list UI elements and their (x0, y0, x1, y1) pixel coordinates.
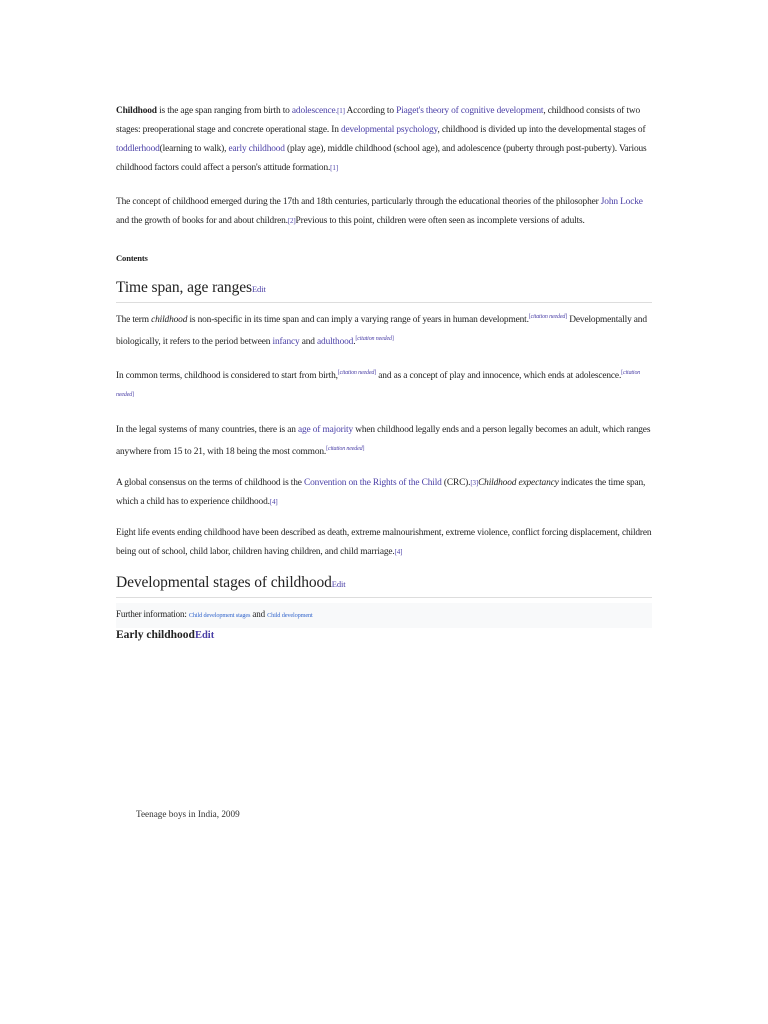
emphasis: childhood (151, 315, 188, 326)
para-text: is non-specific in its time span and can imply a varying range of years in human development. (187, 315, 529, 326)
para-text: when childhood legally ends and a person legally becomes an adult, which ranges anywhere from 15 to 21, with 18 being the most common. (116, 424, 651, 457)
para-text: and as a concept of play and innocence, which ends at adolescence. (376, 371, 622, 382)
emphasis: Childhood expectancy (478, 477, 559, 488)
time-span-paragraph-4 (116, 474, 652, 512)
para-text: In common terms, childhood is considered to start from birth, (116, 371, 338, 382)
para-text: (CRC). (441, 477, 471, 488)
link-child-development-stages[interactable]: Child development stages (188, 611, 251, 619)
hatnote (116, 603, 652, 628)
section-title: Time span, age ranges (116, 279, 252, 296)
section-title: Developmental stages of childhood (116, 573, 332, 591)
link-adulthood[interactable]: adulthood (317, 337, 354, 348)
concept-paragraph (116, 193, 652, 231)
edit-link[interactable]: Edit (331, 578, 346, 589)
link-piaget[interactable]: Piaget's theory of cognitive development (396, 106, 544, 116)
para-text: The term (116, 315, 152, 326)
edit-link[interactable]: Edit (251, 284, 266, 294)
link-infancy[interactable]: infancy (272, 337, 300, 348)
citation-needed[interactable]: [citation needed] (116, 370, 641, 399)
contents-label: Contents (116, 253, 148, 263)
para-text: and (299, 337, 318, 348)
citation-needed[interactable]: [citation needed] (326, 445, 365, 452)
link-john-locke[interactable]: John Locke (600, 197, 643, 207)
link-adolescence[interactable]: adolescence (291, 106, 336, 116)
time-span-paragraph-1 (116, 308, 652, 352)
time-span-paragraph-5 (116, 524, 652, 562)
subsection-title: Early childhood (116, 628, 195, 641)
subheading-early-childhood (116, 629, 652, 641)
ref-2[interactable]: [2] (287, 217, 296, 225)
para-text: Developmentally and biologically, it refers to the period between (116, 315, 647, 348)
citation-needed[interactable]: [citation needed] (355, 336, 394, 343)
edit-link[interactable]: Edit (194, 629, 215, 641)
time-span-paragraph-2 (116, 364, 652, 408)
link-child-development[interactable]: Child development (267, 611, 313, 619)
link-crc[interactable]: Convention on the Rights of the Child (304, 477, 442, 488)
intro-text: (learning to walk), (159, 144, 229, 154)
concept-text: Previous to this point, children were often seen as incomplete versions of adults. (295, 216, 585, 226)
intro-term: Childhood (116, 106, 157, 116)
link-early-childhood[interactable]: early childhood (228, 144, 285, 154)
intro-text: , childhood consists of two stages: preoperational stage and concrete operational stage. In (116, 106, 641, 135)
citation-needed[interactable]: [citation needed] (528, 314, 568, 320)
intro-paragraph (116, 102, 652, 178)
image-caption: Teenage boys in India, 2009 (136, 809, 240, 819)
link-developmental-psychology[interactable]: developmental psychology (340, 125, 438, 135)
para-text: . (353, 337, 356, 348)
ref-1b[interactable]: [1] (330, 164, 338, 172)
concept-text: and the growth of books for and about children. (116, 216, 288, 226)
link-age-of-majority[interactable]: age of majority (298, 424, 354, 435)
para-text: In the legal systems of many countries, there is an (116, 424, 298, 435)
link-toddlerhood[interactable]: toddlerhood (116, 144, 160, 154)
section-heading-time-span (116, 279, 652, 303)
section-heading-developmental-stages (116, 574, 652, 598)
ref-4b[interactable]: [4] (394, 547, 403, 556)
para-text: indicates the time span, which a child has to experience childhood. (116, 477, 646, 507)
intro-text: According to (344, 106, 397, 116)
time-span-paragraph-3 (116, 421, 652, 462)
hatnote-label: Further information: (116, 608, 189, 619)
article-content (116, 102, 652, 641)
hatnote-and: and (250, 608, 268, 619)
ref-1[interactable]: .[1] (335, 107, 345, 115)
para-text: A global consensus on the terms of childhood is the (116, 477, 305, 488)
intro-text: (play age), middle childhood (school age), and adolescence (puberty through post-puberty). Various childhood factors could affect a person's attitude formation. (116, 144, 647, 173)
citation-needed[interactable]: [citation needed] (337, 370, 377, 377)
intro-text: is the age span ranging from birth to (156, 106, 292, 116)
concept-text: The concept of childhood emerged during the 17th and 18th centuries, particularly through the educational theories of the philosopher (116, 197, 601, 207)
ref-3[interactable]: [3] (470, 478, 479, 487)
ref-4[interactable]: [4] (269, 497, 278, 506)
intro-text: , childhood is divided up into the developmental stages of (437, 125, 646, 135)
para-text: Eight life events ending childhood have been described as death, extreme malnourishment, extreme violence, conflict forcing displacement, children being out of school, child labor, children having children, and child marriage. (116, 527, 652, 557)
